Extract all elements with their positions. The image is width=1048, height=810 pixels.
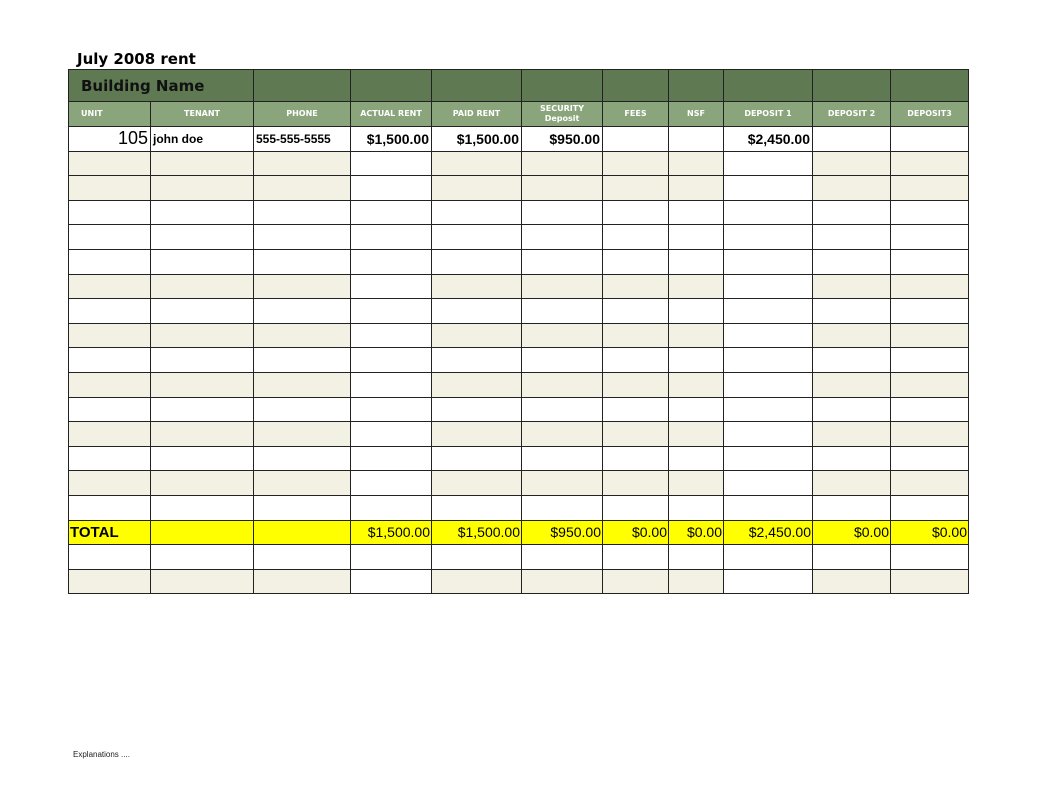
column-header-deposit-2: DEPOSIT 2: [813, 102, 891, 127]
cell-deposit-1[interactable]: $2,450.00: [724, 520, 813, 545]
cell-deposit-1[interactable]: [724, 422, 813, 447]
cell-deposit3[interactable]: [891, 225, 969, 250]
cell-fees[interactable]: [603, 446, 669, 471]
cell-tenant[interactable]: [151, 495, 254, 520]
cell-fees[interactable]: [603, 397, 669, 422]
cell-deposit-2[interactable]: [813, 471, 891, 496]
cell-phone[interactable]: [254, 471, 351, 496]
cell-deposit-2[interactable]: [813, 274, 891, 299]
cell-paid-rent[interactable]: [432, 225, 522, 250]
cell-paid-rent[interactable]: [432, 200, 522, 225]
cell-phone[interactable]: [254, 495, 351, 520]
cell-nsf[interactable]: [669, 299, 724, 324]
cell-security-deposit[interactable]: [522, 274, 603, 299]
cell-tenant[interactable]: [151, 520, 254, 545]
cell-deposit-1[interactable]: [724, 323, 813, 348]
cell-paid-rent[interactable]: [432, 446, 522, 471]
cell-tenant[interactable]: john doe: [151, 127, 254, 152]
cell-tenant[interactable]: [151, 569, 254, 594]
cell-nsf[interactable]: [669, 348, 724, 373]
cell-unit[interactable]: [69, 249, 151, 274]
table-row: [69, 471, 969, 496]
cell-security-deposit[interactable]: [522, 422, 603, 447]
table-row: [69, 397, 969, 422]
cell-nsf[interactable]: [669, 422, 724, 447]
table-row: [69, 299, 969, 324]
cell-fees[interactable]: [603, 323, 669, 348]
cell-deposit3[interactable]: [891, 569, 969, 594]
cell-nsf[interactable]: [669, 372, 724, 397]
rent-table: [68, 69, 969, 594]
cell-security-deposit[interactable]: [522, 348, 603, 373]
cell-nsf[interactable]: [669, 545, 724, 570]
cell-unit[interactable]: [69, 225, 151, 250]
cell-tenant[interactable]: [151, 176, 254, 201]
table-row: [69, 372, 969, 397]
cell-actual-rent[interactable]: [351, 569, 432, 594]
cell-deposit-2[interactable]: [813, 545, 891, 570]
cell-tenant[interactable]: [151, 323, 254, 348]
building-row: [69, 70, 969, 102]
cell-deposit-2[interactable]: [813, 323, 891, 348]
cell-nsf[interactable]: [669, 274, 724, 299]
column-header-deposit-1: DEPOSIT 1: [724, 102, 813, 127]
sheet-title: July 2008 rent: [77, 50, 196, 68]
cell-deposit3[interactable]: [891, 299, 969, 324]
table-row: [69, 127, 969, 152]
cell-deposit3[interactable]: $0.00: [891, 520, 969, 545]
cell-nsf[interactable]: [669, 495, 724, 520]
cell-security-deposit[interactable]: [522, 151, 603, 176]
cell-tenant[interactable]: [151, 299, 254, 324]
cell-deposit-2[interactable]: [813, 200, 891, 225]
cell-deposit3[interactable]: [891, 446, 969, 471]
cell-deposit3[interactable]: [891, 495, 969, 520]
cell-actual-rent[interactable]: [351, 471, 432, 496]
cell-deposit-1[interactable]: [724, 299, 813, 324]
cell-deposit3[interactable]: [891, 471, 969, 496]
cell-actual-rent[interactable]: [351, 372, 432, 397]
cell-fees[interactable]: [603, 299, 669, 324]
cell-tenant[interactable]: [151, 348, 254, 373]
cell-deposit-1[interactable]: [724, 200, 813, 225]
cell-deposit-2[interactable]: [813, 446, 891, 471]
cell-tenant[interactable]: [151, 151, 254, 176]
cell-fees[interactable]: [603, 348, 669, 373]
cell-unit[interactable]: TOTAL: [69, 520, 151, 545]
column-header-paid-rent: PAID RENT: [432, 102, 522, 127]
cell-unit[interactable]: [69, 471, 151, 496]
table-row: [69, 151, 969, 176]
cell-nsf[interactable]: [669, 127, 724, 152]
cell-paid-rent[interactable]: [432, 545, 522, 570]
cell-paid-rent[interactable]: [432, 323, 522, 348]
cell-paid-rent[interactable]: [432, 397, 522, 422]
cell-security-deposit[interactable]: [522, 446, 603, 471]
cell-paid-rent[interactable]: [432, 495, 522, 520]
cell-paid-rent[interactable]: [432, 151, 522, 176]
cell-nsf[interactable]: [669, 151, 724, 176]
table-row: [69, 545, 969, 570]
cell-paid-rent[interactable]: [432, 176, 522, 201]
cell-deposit-1[interactable]: [724, 176, 813, 201]
cell-deposit-1[interactable]: [724, 446, 813, 471]
cell-paid-rent[interactable]: [432, 274, 522, 299]
cell-deposit3[interactable]: [891, 372, 969, 397]
cell-unit[interactable]: [69, 323, 151, 348]
cell-deposit-1[interactable]: [724, 249, 813, 274]
cell-unit[interactable]: [69, 348, 151, 373]
cell[interactable]: [813, 70, 891, 102]
cell-security-deposit[interactable]: [522, 200, 603, 225]
cell-tenant[interactable]: [151, 200, 254, 225]
cell-actual-rent[interactable]: $1,500.00: [351, 127, 432, 152]
cell-fees[interactable]: [603, 274, 669, 299]
cell-fees[interactable]: [603, 545, 669, 570]
cell-deposit-1[interactable]: [724, 151, 813, 176]
cell-phone[interactable]: [254, 545, 351, 570]
total-row: [69, 520, 969, 545]
cell-paid-rent[interactable]: [432, 299, 522, 324]
cell-unit[interactable]: [69, 446, 151, 471]
cell-deposit-2[interactable]: [813, 495, 891, 520]
cell-tenant[interactable]: [151, 471, 254, 496]
column-header-unit: UNIT: [69, 102, 151, 127]
table-row: [69, 200, 969, 225]
cell-deposit-1[interactable]: [724, 471, 813, 496]
cell-phone[interactable]: [254, 151, 351, 176]
cell-fees[interactable]: [603, 372, 669, 397]
cell-deposit3[interactable]: [891, 397, 969, 422]
cell-tenant[interactable]: [151, 397, 254, 422]
cell-deposit-1[interactable]: [724, 274, 813, 299]
cell-unit[interactable]: [69, 495, 151, 520]
cell-phone[interactable]: [254, 225, 351, 250]
cell-security-deposit[interactable]: [522, 471, 603, 496]
table-row: [69, 446, 969, 471]
cell-phone[interactable]: [254, 422, 351, 447]
cell[interactable]: [603, 70, 669, 102]
cell-paid-rent[interactable]: [432, 422, 522, 447]
footer-note: Explanations ....: [73, 750, 130, 759]
cell-deposit-1[interactable]: [724, 397, 813, 422]
cell-fees[interactable]: [603, 225, 669, 250]
table-row: [69, 176, 969, 201]
cell-security-deposit[interactable]: $950.00: [522, 520, 603, 545]
cell-deposit3[interactable]: [891, 176, 969, 201]
cell-deposit3[interactable]: [891, 545, 969, 570]
cell-unit[interactable]: [69, 299, 151, 324]
cell-phone[interactable]: [254, 569, 351, 594]
cell-unit[interactable]: [69, 200, 151, 225]
cell-phone[interactable]: [254, 274, 351, 299]
cell-actual-rent[interactable]: $1,500.00: [351, 520, 432, 545]
cell[interactable]: [669, 70, 724, 102]
cell-deposit-2[interactable]: [813, 299, 891, 324]
cell-unit[interactable]: [69, 422, 151, 447]
cell-phone[interactable]: [254, 176, 351, 201]
cell-tenant[interactable]: [151, 545, 254, 570]
cell-deposit-2[interactable]: [813, 127, 891, 152]
cell-deposit3[interactable]: [891, 127, 969, 152]
cell-tenant[interactable]: [151, 446, 254, 471]
cell-actual-rent[interactable]: [351, 299, 432, 324]
cell-fees[interactable]: [603, 422, 669, 447]
cell-fees[interactable]: [603, 471, 669, 496]
cell-actual-rent[interactable]: [351, 422, 432, 447]
cell-nsf[interactable]: [669, 249, 724, 274]
column-header-security-deposit: SECURITY Deposit: [522, 102, 603, 127]
cell-fees[interactable]: [603, 249, 669, 274]
cell-unit[interactable]: [69, 274, 151, 299]
cell-deposit-1[interactable]: $2,450.00: [724, 127, 813, 152]
cell-security-deposit[interactable]: [522, 372, 603, 397]
cell-unit[interactable]: [69, 569, 151, 594]
cell-phone[interactable]: [254, 200, 351, 225]
cell[interactable]: [351, 70, 432, 102]
cell-deposit-1[interactable]: [724, 545, 813, 570]
cell-actual-rent[interactable]: [351, 545, 432, 570]
table-row: [69, 249, 969, 274]
cell-deposit-1[interactable]: [724, 569, 813, 594]
cell-actual-rent[interactable]: [351, 151, 432, 176]
cell-unit[interactable]: [69, 545, 151, 570]
cell-nsf[interactable]: [669, 225, 724, 250]
cell-nsf[interactable]: [669, 397, 724, 422]
table-row: [69, 569, 969, 594]
cell-unit[interactable]: [69, 397, 151, 422]
cell-security-deposit[interactable]: [522, 323, 603, 348]
column-header-nsf: NSF: [669, 102, 724, 127]
cell-nsf[interactable]: $0.00: [669, 520, 724, 545]
cell-actual-rent[interactable]: [351, 176, 432, 201]
table-row: [69, 348, 969, 373]
cell-paid-rent[interactable]: [432, 471, 522, 496]
cell-nsf[interactable]: [669, 471, 724, 496]
table-row: [69, 274, 969, 299]
cell-deposit3[interactable]: [891, 422, 969, 447]
column-header-tenant: TENANT: [151, 102, 254, 127]
column-header-phone: PHONE: [254, 102, 351, 127]
cell-actual-rent[interactable]: [351, 323, 432, 348]
cell-deposit3[interactable]: [891, 249, 969, 274]
cell-actual-rent[interactable]: [351, 200, 432, 225]
column-header-row: [69, 102, 969, 127]
cell-phone[interactable]: [254, 249, 351, 274]
cell-deposit-2[interactable]: [813, 397, 891, 422]
cell-paid-rent[interactable]: [432, 348, 522, 373]
cell-phone[interactable]: [254, 323, 351, 348]
cell-deposit3[interactable]: [891, 348, 969, 373]
cell-phone[interactable]: 555-555-5555: [254, 127, 351, 152]
cell-paid-rent[interactable]: [432, 372, 522, 397]
cell-deposit-2[interactable]: [813, 422, 891, 447]
cell-phone[interactable]: [254, 520, 351, 545]
cell-deposit-2[interactable]: [813, 151, 891, 176]
cell-paid-rent[interactable]: [432, 249, 522, 274]
cell-security-deposit[interactable]: [522, 299, 603, 324]
cell-security-deposit[interactable]: [522, 176, 603, 201]
cell-actual-rent[interactable]: [351, 249, 432, 274]
cell-deposit-2[interactable]: [813, 569, 891, 594]
cell-unit[interactable]: [69, 176, 151, 201]
cell-phone[interactable]: [254, 372, 351, 397]
cell-phone[interactable]: [254, 446, 351, 471]
cell-phone[interactable]: [254, 397, 351, 422]
cell-tenant[interactable]: [151, 249, 254, 274]
table-row: [69, 323, 969, 348]
cell-security-deposit[interactable]: $950.00: [522, 127, 603, 152]
cell[interactable]: [432, 70, 522, 102]
cell-nsf[interactable]: [669, 446, 724, 471]
table-row: [69, 225, 969, 250]
table-row: [69, 422, 969, 447]
cell-phone[interactable]: [254, 348, 351, 373]
column-header-fees: FEES: [603, 102, 669, 127]
column-header-actual-rent: ACTUAL RENT: [351, 102, 432, 127]
cell-fees[interactable]: $0.00: [603, 520, 669, 545]
cell-fees[interactable]: [603, 495, 669, 520]
cell-paid-rent[interactable]: $1,500.00: [432, 127, 522, 152]
cell-nsf[interactable]: [669, 569, 724, 594]
cell[interactable]: [724, 70, 813, 102]
cell-security-deposit[interactable]: [522, 569, 603, 594]
cell[interactable]: [522, 70, 603, 102]
cell-fees[interactable]: [603, 176, 669, 201]
cell-actual-rent[interactable]: [351, 446, 432, 471]
cell-actual-rent[interactable]: [351, 495, 432, 520]
cell-deposit-1[interactable]: [724, 348, 813, 373]
cell-security-deposit[interactable]: [522, 397, 603, 422]
cell-unit[interactable]: [69, 372, 151, 397]
cell-deposit-2[interactable]: [813, 225, 891, 250]
cell-unit[interactable]: 105: [69, 127, 151, 152]
cell-nsf[interactable]: [669, 176, 724, 201]
cell-security-deposit[interactable]: [522, 545, 603, 570]
cell-paid-rent[interactable]: [432, 569, 522, 594]
cell-unit[interactable]: [69, 151, 151, 176]
column-header-deposit3: DEPOSIT3: [891, 102, 969, 127]
cell-nsf[interactable]: [669, 200, 724, 225]
cell-nsf[interactable]: [669, 323, 724, 348]
cell-deposit-2[interactable]: [813, 176, 891, 201]
cell-actual-rent[interactable]: [351, 397, 432, 422]
cell-tenant[interactable]: [151, 372, 254, 397]
cell-phone[interactable]: [254, 299, 351, 324]
cell-actual-rent[interactable]: [351, 225, 432, 250]
cell-deposit-2[interactable]: [813, 372, 891, 397]
cell-deposit3[interactable]: [891, 323, 969, 348]
building-name[interactable]: Building Name: [69, 70, 254, 102]
cell-actual-rent[interactable]: [351, 274, 432, 299]
cell-fees[interactable]: [603, 127, 669, 152]
cell-deposit3[interactable]: [891, 274, 969, 299]
table-row: [69, 495, 969, 520]
cell-actual-rent[interactable]: [351, 348, 432, 373]
cell-fees[interactable]: [603, 200, 669, 225]
cell-deposit-1[interactable]: [724, 495, 813, 520]
cell-paid-rent[interactable]: $1,500.00: [432, 520, 522, 545]
cell-deposit-1[interactable]: [724, 372, 813, 397]
cell[interactable]: [891, 70, 969, 102]
cell-security-deposit[interactable]: [522, 495, 603, 520]
cell-deposit3[interactable]: [891, 151, 969, 176]
cell-deposit-2[interactable]: [813, 249, 891, 274]
cell-tenant[interactable]: [151, 225, 254, 250]
cell-security-deposit[interactable]: [522, 225, 603, 250]
cell-deposit-1[interactable]: [724, 225, 813, 250]
cell-fees[interactable]: [603, 569, 669, 594]
cell-fees[interactable]: [603, 151, 669, 176]
cell-deposit3[interactable]: [891, 200, 969, 225]
cell-security-deposit[interactable]: [522, 249, 603, 274]
cell-deposit-2[interactable]: [813, 348, 891, 373]
cell[interactable]: [254, 70, 351, 102]
cell-tenant[interactable]: [151, 422, 254, 447]
cell-tenant[interactable]: [151, 274, 254, 299]
cell-deposit-2[interactable]: $0.00: [813, 520, 891, 545]
